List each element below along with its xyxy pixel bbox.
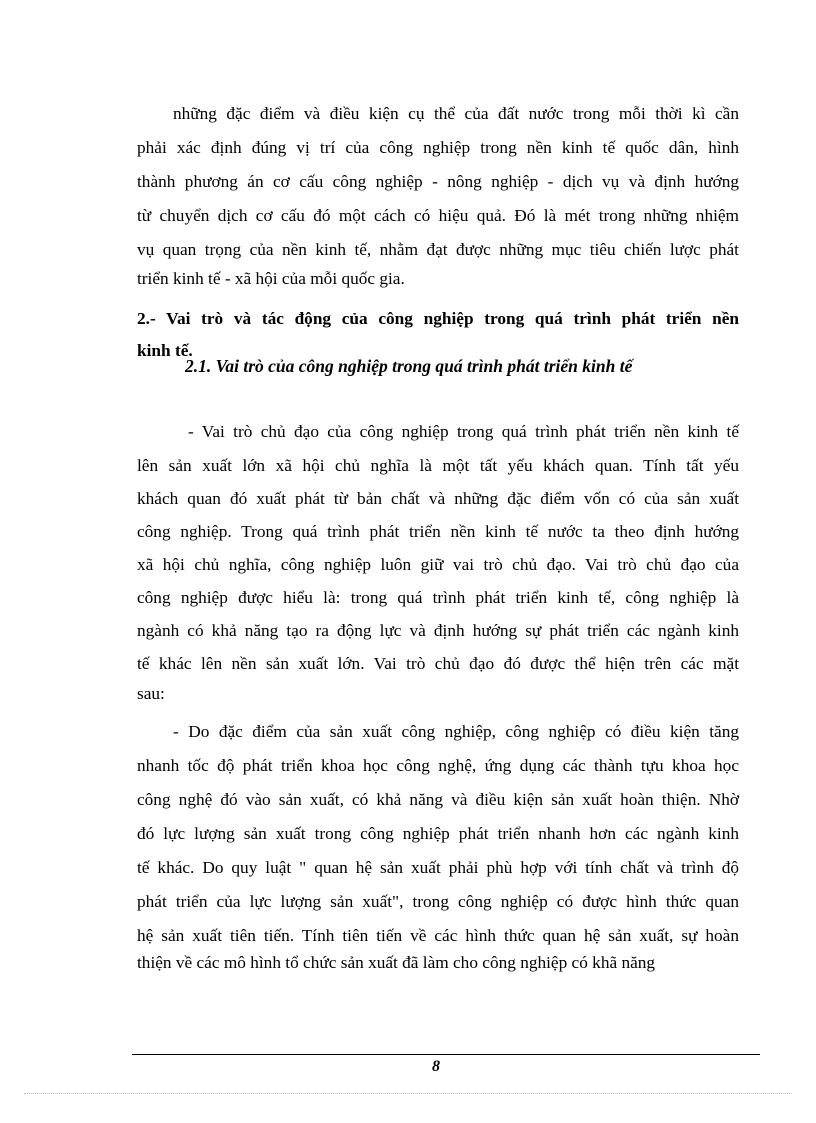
paragraph-2-line-6: công nghiệp được hiểu là: trong quá trình phát triển kinh tế, công nghiệp là [137,588,739,607]
footer-rule [132,1054,760,1055]
subsection-heading: 2.1. Vai trò của công nghiệp trong quá trình phát triển kinh tế [185,356,633,376]
paragraph-1-line-2: phải xác định đúng vị trí của công nghiệp trong nền kinh tế quốc dân, hình [137,138,739,157]
paragraph-3-line-5: tế khác. Do quy luật " quan hệ sản xuất phải phù hợp với tính chất và trình độ [137,858,739,877]
paragraph-3-line-6: phát triển của lực lượng sản xuất", trong công nghiệp có được hình thức quan [137,892,739,911]
paragraph-3-line-7: hệ sản xuất tiên tiến. Tính tiên tiến về các hình thức quan hệ sản xuất, sự hoàn [137,926,739,945]
paragraph-3-line-4: đó lực lượng sản xuất trong công nghiệp phát triển nhanh hơn các ngành kinh [137,824,739,843]
paragraph-1-line-4: từ chuyển dịch cơ cấu đó một cách có hiệu quả. Đó là mét trong những nhiệm [137,206,739,225]
section-heading-line-1: 2.- Vai trò và tác động của công nghiệp trong quá trình phát triển nền [137,309,739,328]
paragraph-2-line-5: xã hội chủ nghĩa, công nghiệp luôn giữ vai trò chủ đạo. Vai trò chủ đạo của [137,555,739,574]
section-heading-line-2: kinh tế. [137,341,193,360]
paragraph-3-line-1: - Do đặc điểm của sản xuất công nghiệp, công nghiệp có điều kiện tăng [173,722,739,741]
page-number: 8 [432,1058,440,1075]
paragraph-1-line-5: vụ quan trọng của nền kinh tế, nhằm đạt được những mục tiêu chiến lược phát [137,240,739,259]
paragraph-1-line-1: những đặc điểm và điều kiện cụ thể của đất nước trong mỗi thời kì cần [173,104,739,123]
paragraph-2-line-1: - Vai trò chủ đạo của công nghiệp trong quá trình phát triển nền kinh tế [188,422,739,441]
paragraph-2-line-3: khách quan đó xuất phát từ bản chất và những đặc điểm vốn có của sản xuất [137,489,739,508]
paragraph-2-line-2: lên sản xuất lớn xã hội chủ nghĩa là một tất yếu khách quan. Tính tất yếu [137,456,739,475]
paragraph-2-line-7: ngành có khả năng tạo ra động lực và định hướng sự phát triển các ngành kinh [137,621,739,640]
paragraph-3-line-8: thiện về các mô hình tổ chức sản xuất đã làm cho công nghiệp có khã năng [137,953,656,972]
paragraph-2-line-9: sau: [137,684,165,703]
paragraph-2-line-8: tế khác lên nền sản xuất lớn. Vai trò chủ đạo đó được thể hiện trên các mặt [137,654,739,673]
paragraph-2-line-4: công nghiệp. Trong quá trình phát triển nền kinh tế nước ta theo định hướng [137,522,739,541]
paragraph-1-line-6: triển kinh tế - xã hội của mỗi quốc gia. [137,269,405,288]
paragraph-3-line-2: nhanh tốc độ phát triển khoa học công nghệ, ứng dụng các thành tựu khoa học [137,756,739,775]
paragraph-1-line-3: thành phương án cơ cấu công nghiệp - nông nghiệp - dịch vụ và định hướng [137,172,739,191]
page-bottom-border [24,1093,792,1094]
paragraph-3-line-3: công nghệ đó vào sản xuất, có khả năng và điều kiện sản xuất hoàn thiện. Nhờ [137,790,739,809]
